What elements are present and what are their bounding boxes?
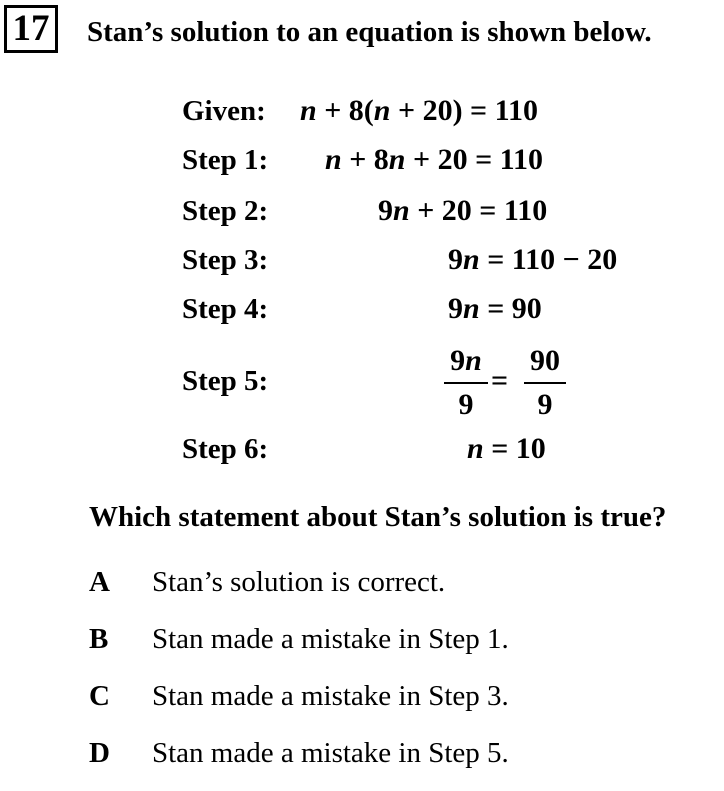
option-a-text[interactable]: Stan’s solution is correct. [152,566,446,598]
step-label-6: Step 6: [182,433,269,465]
option-b-text[interactable]: Stan made a mistake in Step 1. [152,623,509,655]
equation-part: = 10 [483,432,546,465]
coefficient: 9 [448,292,463,325]
variable: n [467,432,484,465]
variable: n [393,194,410,227]
equation-step-4 [448,292,542,326]
option-c-letter[interactable]: C [89,680,110,712]
coefficient: 9 [448,243,463,276]
variable: n [463,292,480,325]
fraction-bar [444,382,488,384]
step-label-2: Step 2: [182,195,269,227]
variable: n [463,243,480,276]
option-a-letter[interactable]: A [89,566,110,598]
question-prompt: Stan’s solution to an equation is shown below. [87,16,652,48]
option-d-text[interactable]: Stan made a mistake in Step 5. [152,737,509,769]
fraction-denominator: 9 [458,388,474,421]
equation-step-1 [325,143,543,177]
variable: n [300,94,317,127]
equation-step-2 [378,194,547,228]
question-number: 17 [4,5,58,53]
variable: n [388,143,406,176]
step-label-3: Step 3: [182,244,269,276]
equation-part: + 8( [316,94,374,127]
equation-part: + 20) = 110 [390,94,538,127]
fraction-denominator: 9 [537,388,553,421]
fraction-left [444,344,488,422]
equation-step-3 [448,243,617,277]
question-ask: Which statement about Stan’s solution is true? [89,501,667,533]
fraction-numerator [444,344,488,378]
equation-part: = 110 − 20 [479,243,618,276]
option-c-text[interactable]: Stan made a mistake in Step 3. [152,680,509,712]
variable: n [325,143,342,176]
fraction-bar [524,382,566,384]
equation-part: = 90 [479,292,542,325]
coefficient: 9 [378,194,393,227]
variable: n [373,94,391,127]
step-label-4: Step 4: [182,293,269,325]
equation-given [300,94,538,128]
equals-sign: = [491,364,509,397]
equation-part: + 8 [341,143,389,176]
step-label-1: Step 1: [182,144,269,176]
step-label-5: Step 5: [182,365,269,397]
variable: n [465,344,482,377]
equation-part: + 20 = 110 [409,194,548,227]
fraction-numerator: 90 [530,344,560,377]
fraction-right [524,344,566,422]
coefficient: 9 [450,344,466,377]
step-label-given: Given: [182,95,266,127]
option-d-letter[interactable]: D [89,737,110,769]
equation-step-6 [467,432,546,466]
option-b-letter[interactable]: B [89,623,109,655]
equation-part: + 20 = 110 [405,143,544,176]
